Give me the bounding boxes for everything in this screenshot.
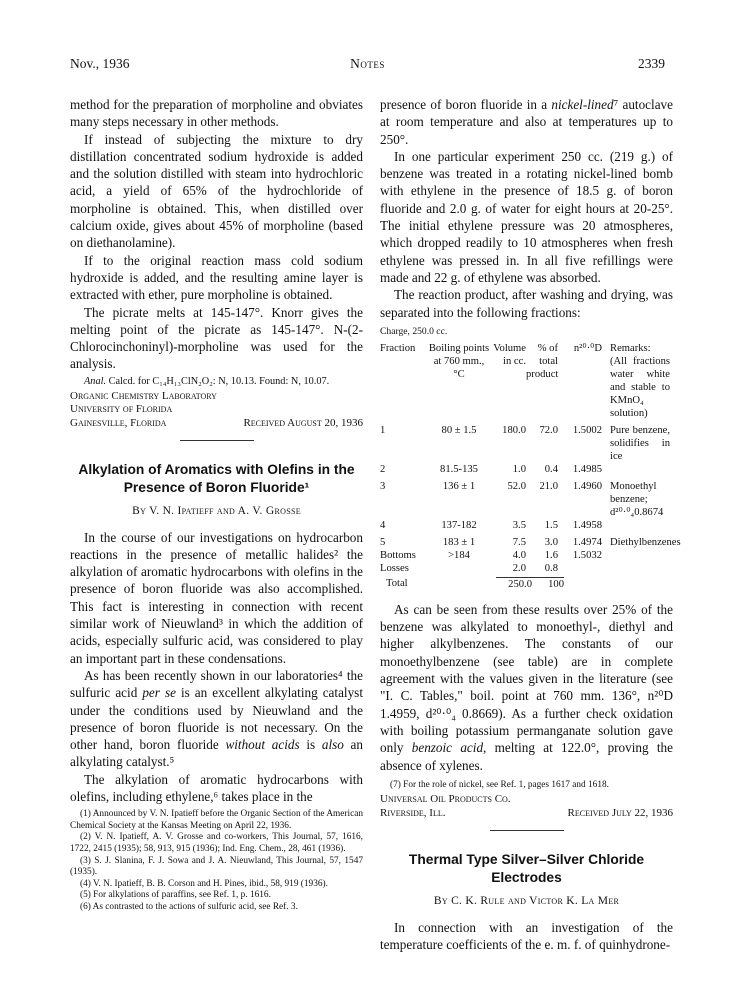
table-cell: 5 — [380, 536, 386, 548]
table-row — [380, 480, 673, 519]
header-section: Notes — [350, 56, 385, 71]
table-header: Fraction — [380, 342, 416, 354]
table-cell — [558, 562, 602, 575]
table-row — [380, 519, 673, 532]
paragraph: As can be seen from these results over 25% of the benzene was alkylated to monoethyl-, diethyl and higher alkylbenzenes. The constants of our monoethylbenzene (see table) are in complete agreement with the values given in the literature (see "I. C. Tables," boil. point at 760 mm. 136°, n²⁰D 1.4959, d²⁰·⁰₄ 0.8669). As a further check oxidation with boiling potassium permanganate solution gave only benzoic acid, melting at 122.0°, proving the absence of xylenes. — [380, 601, 674, 773]
fractions-table — [380, 325, 681, 591]
table-cell: 72.0 — [539, 424, 558, 436]
table-cell: Monoethyl benzene; d²⁰·⁰₄0.8674 — [610, 480, 664, 518]
affiliation-line: Universal Oil Products Co. — [380, 793, 511, 806]
table-cell: 1.4960 — [572, 480, 602, 492]
paragraph: The picrate melts at 145-147°. Knorr gives the melting point of the picrate as 145-147°. N-(2-Chlorocinchoninyl)-morpholine was used for the analysis. — [70, 304, 363, 372]
byline: By C. K. Rule and Victor K. La Mer — [433, 895, 620, 908]
affiliation-line: Organic Chemistry Laboratory — [70, 389, 217, 402]
anal-text: Calcd. for C₁₄H₁₃ClN₂O₂: N, 10.13. Found: N, 10.07. — [108, 375, 330, 387]
table-cell: 1.4974 — [572, 536, 602, 548]
received-date: Received August 20, 1936 — [243, 416, 363, 429]
footnotes — [380, 780, 673, 792]
table-cell: 0.8 — [544, 562, 558, 574]
table-cell: 137-182 — [441, 519, 477, 531]
table-cell: Pure benzene, solidifies in ice — [610, 424, 670, 462]
table-total-row: Total 250.0 100 — [386, 577, 564, 590]
anal-label: Anal. — [84, 375, 107, 387]
received-date: Received July 22, 1936 — [567, 806, 673, 819]
table-cell — [602, 549, 670, 562]
table-cell: 3.0 — [544, 536, 558, 548]
article-title: Alkylation of Aromatics with Olefins in the Presence of Boron Fluoride¹ — [78, 462, 355, 496]
affiliation-line: Riverside, Ill. — [380, 806, 446, 819]
table-cell: 1.4958 — [572, 519, 602, 531]
paragraph: method for the preparation of morpholine and obviates many steps necessary in other methods. — [70, 97, 363, 130]
table-row — [380, 463, 673, 476]
paragraph: In connection with an investigation of the temperature coefficients of the e. m. f. of quinhydrone- — [380, 919, 673, 953]
table-cell: 4.0 — [512, 549, 526, 561]
paragraph: In one particular experiment 250 cc. (219 g.) of benzene was treated in a rotating nickel-lined bomb with ethylene in the presence of 18.5 g. of boron fluoride and 2.0 g. of water for eight hours at 20-25°. The initial ethylene pressure was 20 atmospheres, which dropped readily to 10 atmospheres when fresh ethylene was pressed in. In all five refillings were made and 22 g. of ethylene was absorbed. — [380, 148, 673, 285]
table-cell: 1.6 — [544, 549, 558, 561]
section-divider — [180, 440, 254, 441]
paragraph: As has been recently shown in our laboratories⁴ the sulfuric acid per se is an excellent alkylating catalyst under the conditions used by Nieuwland and the presence of boron fluoride is not necessary. On the other hand, boron fluoride without acids is also an alkylating catalyst.⁵ — [70, 667, 364, 770]
table-cell: 3.5 — [512, 519, 526, 531]
table-cell — [602, 562, 670, 575]
footnote: (1) Announced by V. N. Ipatieff before the Organic Section of the American Chemical Society at the Kansas Meeting on April 22, 1936. — [70, 809, 363, 831]
affiliation-block — [380, 793, 673, 820]
table-header: n²⁰·⁰D — [573, 342, 602, 354]
byline: By V. N. Ipatieff and A. V. Grosse — [132, 505, 301, 518]
header-date: Nov., 1936 — [70, 56, 130, 71]
table-cell: 1.5002 — [572, 424, 602, 436]
page-number: 2339 — [638, 56, 665, 71]
table-cell: 21.0 — [539, 480, 558, 492]
table-cell: 180.0 — [502, 424, 526, 436]
table-cell: 1.5 — [544, 519, 558, 531]
table-header: Boiling points at 760 mm., °C — [428, 342, 490, 380]
table-cell: 52.0 — [507, 480, 526, 492]
paragraph: If to the original reaction mass cold sodium hydroxide is added, and the resulting amine layer is extracted with ether, pure morpholine is obtained. — [70, 252, 363, 303]
paragraph: presence of boron fluoride in a nickel-lined⁷ autoclave at room temperature and also at temperatures up to 250°. — [380, 97, 673, 147]
paragraph: The reaction product, after washing and drying, was separated into the following fractions: — [380, 287, 673, 320]
table-cell: 0.4 — [544, 463, 558, 475]
affiliation-block — [70, 390, 363, 431]
table-header-row — [380, 342, 673, 420]
table-cell: 1.4985 — [572, 463, 602, 475]
affiliation-line: Gainesville, Florida — [70, 416, 167, 429]
table-cell: Diethylbenzenes — [610, 536, 681, 548]
table-cell: Bottoms — [380, 549, 416, 561]
article-title: Thermal Type Silver–Silver Chloride Electrodes — [408, 852, 645, 886]
left-column — [70, 96, 363, 914]
footnote: (2) V. N. Ipatieff, A. V. Grosse and co-workers, This Journal, 57, 1616, 1722, 2415 (1935); 58, 913, 915 (1936); Ind. Eng. Chem., 28, 461 (1936). — [70, 832, 363, 855]
table-cell: 136 ± 1 — [442, 480, 476, 492]
paragraph: If instead of subjecting the mixture to dry distillation concentrated sodium hydroxide is added and the solution distilled with steam into hydrochloric acid, a yield of 65% of the hydrochloride of morpholine is obtained. This, when distilled over calcium oxide, gives about 45% of morpholine (based on diethanolamine). — [70, 131, 363, 251]
table-cell: 2.0 — [512, 562, 526, 574]
affiliation-line: University of Florida — [70, 403, 173, 416]
paragraph: The alkylation of aromatic hydrocarbons with olefins, including ethylene,⁶ takes place in the — [70, 771, 363, 804]
table-cell: 7.5 — [512, 536, 526, 548]
table-caption: Charge, 250.0 cc. — [380, 325, 448, 337]
footnote: (6) As contrasted to the actions of sulfuric acid, see Ref. 3. — [80, 902, 298, 913]
table-row — [380, 424, 673, 463]
table-cell: 1 — [380, 424, 386, 436]
table-cell: 2 — [380, 463, 386, 475]
table-header: Remarks: (All fractions water white and stable to KMnO₄ solution) — [610, 342, 670, 419]
table-row — [380, 562, 673, 575]
section-divider — [490, 830, 564, 831]
footnote: (5) For alkylations of paraffins, see Ref. 1, p. 1616. — [80, 890, 271, 901]
table-cell: Losses — [380, 562, 409, 574]
table-cell: 80 ± 1.5 — [441, 424, 477, 436]
table-cell: 1.0 — [512, 463, 526, 475]
table-cell — [602, 519, 670, 532]
table-row — [380, 549, 673, 562]
table-cell: 183 ± 1 — [442, 536, 476, 548]
table-cell: 81.5-135 — [440, 463, 478, 475]
paragraph: In the course of our investigations on hydrocarbon reactions in the presence of metallic halides² the alkylation of aromatic hydrocarbons with olefins in the presence of boron fluoride was also accomplished. This fact is interesting in connection with recent similar work of Nieuwland³ in which the addition of acids, especially sulfuric acid, was considered to play an important part in these condensations. — [70, 529, 363, 666]
table-header: Volume in cc. — [493, 342, 526, 367]
analysis-line — [70, 375, 363, 388]
table-cell: 4 — [380, 519, 386, 531]
table-cell: 3 — [380, 480, 386, 492]
table-body — [380, 424, 681, 575]
table-cell: >184 — [448, 549, 470, 561]
table-cell — [602, 463, 670, 476]
table-row — [380, 536, 681, 549]
footnote: (7) For the role of nickel, see Ref. 1, pages 1617 and 1618. — [390, 779, 609, 790]
footnote: (4) V. N. Ipatieff, B. B. Corson and H. Pines, ibid., 58, 919 (1936). — [80, 878, 328, 889]
footnotes — [70, 809, 363, 913]
right-column — [380, 96, 681, 953]
table-cell — [428, 562, 490, 575]
running-header — [70, 56, 665, 74]
table-header: % of total product — [526, 342, 559, 380]
table-cell: 1.5032 — [572, 549, 602, 561]
footnote: (3) S. J. Slanina, F. J. Sowa and J. A. Nieuwland, This Journal, 57, 1547 (1935). — [70, 855, 363, 878]
